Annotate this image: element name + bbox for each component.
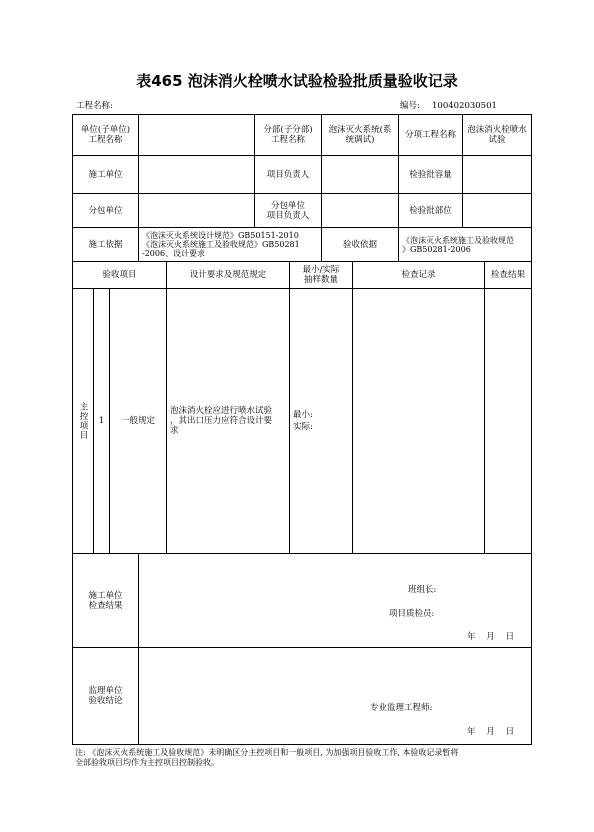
header-sample: 最小/实际 抽样数量 [302,265,340,285]
acceptance-basis-label: 验收依据 [342,239,377,250]
main-group-label: 主控项目 [78,402,88,440]
header-item: 验收项目 [102,270,137,280]
batch-part-label: 检验批部位 [409,205,452,216]
subdivision-value: 泡沫灭火系统(系 统调试) [328,125,392,145]
team-leader-label: 班组长: [408,585,437,595]
project-leader-label: 项目负责人 [266,169,310,180]
supervision-label: 监理单位 验收结论 [88,686,123,706]
batch-capacity-label: 检验批容量 [409,169,452,180]
header-record: 检查记录 [401,270,436,280]
construction-check-label: 施工单位 检查结果 [88,590,123,611]
unit-project-value [139,115,254,155]
subcontract-leader-label: 分包单位 项目负责人 [266,200,310,221]
footnote: 注: 《泡沫灭火系统施工及验收规范》未明确区分主控项目和一般项目, 为加强项目验收工作, 本验收记录暂将 全部验收项目均作为主控项目控制验收。 [75,748,459,767]
project-name-label: 工程名称: [76,101,113,111]
code-value: 100402030501 [432,101,497,111]
construction-date: 年 月 日 [467,632,515,642]
subitem-value: 泡沫消火栓喷水 试验 [467,125,527,145]
code-label: 编号: [400,101,420,111]
quality-inspector-label: 项目质检员: [389,609,435,619]
main-sample: 最小: 实际: [293,410,313,432]
main-group-cell [73,289,93,553]
construction-unit-label: 施工单位 [88,169,123,180]
main-category: 一般规定 [120,416,155,426]
supervision-date: 年 月 日 [467,727,515,737]
subcontract-unit-label: 分包单位 [88,205,123,216]
main-record [353,289,484,553]
subdivision-label: 分部(子分部) 工程名称 [263,125,313,145]
header-design: 设计要求及规范规定 [189,270,267,280]
main-requirement: 泡沫消火栓应进行喷水试验 ，其出口压力应符合设计要 求 [170,406,273,436]
main-index: 1 [98,416,105,426]
header-result: 检查结果 [490,270,525,280]
page-title: 表465 泡沫消火栓喷水试验检验批质量验收记录 [136,72,458,90]
unit-project-label: 单位(子单位) 工程名称 [80,125,131,145]
acceptance-basis-value: 《泡沫灭火系统施工及验收规范 》GB50281-2006 [402,235,514,254]
subitem-label: 分项工程名称 [404,130,456,140]
basis-value: 《泡沫灭火系统设计规范》GB50151-2010 《泡沫灭火系统施工及验收规范》GB50281 -2006、设计要求 [142,231,300,258]
supervision-engineer-label: 专业监理工程师: [370,703,433,713]
basis-label: 施工依据 [88,239,123,250]
main-result [485,289,531,553]
